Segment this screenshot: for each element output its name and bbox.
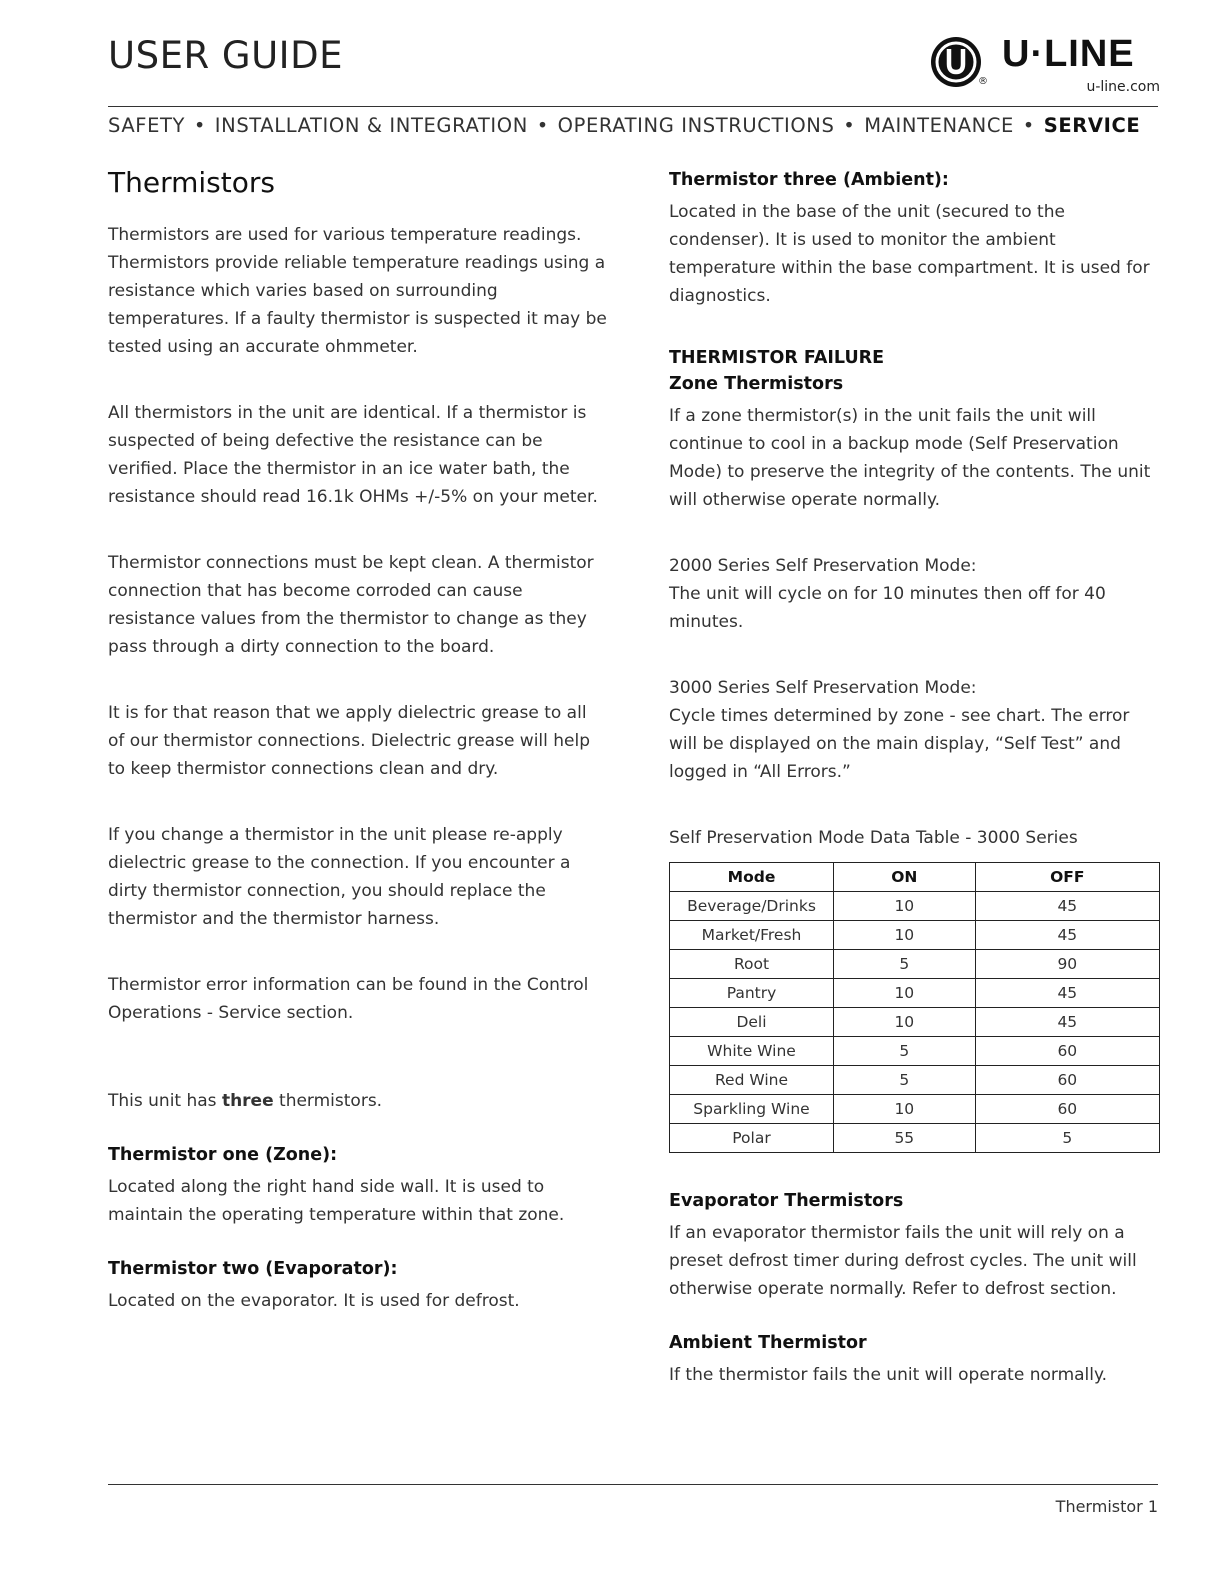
thermistor-three-text: Located in the base of the unit (secured to the condenser). It is used to monitor the ambient temperature within the base compartment. It is used for diagnostics. [669,202,1150,306]
cell-off: 90 [975,950,1159,979]
table-row [670,1008,1160,1037]
cell-on: 10 [834,921,976,950]
cell-off: 5 [975,1124,1159,1153]
table-row [670,1037,1160,1066]
logo-word-text: U·LINE [1002,34,1135,74]
count-suffix: thermistors. [273,1091,383,1111]
paragraph-connections: Thermistor connections must be kept clean. A thermistor connection that has become corroded can cause resistance values from the thermistor to change as they pass through a dirty connection to the board. [108,553,594,657]
u-line-wordmark [1002,34,1160,74]
paragraph-error-info: Thermistor error information can be found in the Control Operations - Service section. [108,975,589,1023]
cell-off: 45 [975,1008,1159,1037]
cell-on: 10 [834,892,976,921]
cell-off: 45 [975,921,1159,950]
table-header-row [670,863,1160,892]
logo-url: u-line.com [1086,79,1160,95]
nav-item-operating: OPERATING INSTRUCTIONS [557,114,835,137]
nav-item-installation: INSTALLATION & INTEGRATION [214,114,528,137]
self-preservation-table [669,862,1160,1153]
table-header-mode: Mode [670,863,834,892]
cell-on: 10 [834,1095,976,1124]
thermistor-count [108,1087,608,1115]
table-row [670,1066,1160,1095]
table-row [670,1095,1160,1124]
cell-mode: Beverage/Drinks [670,892,834,921]
cell-on: 5 [834,950,976,979]
section-nav [108,114,1158,137]
paragraph-replace: If you change a thermistor in the unit please re-apply dielectric grease to the connection. If you encounter a dirty thermistor connection, you should replace the thermistor and the thermistor harness. [108,825,571,929]
u-line-logo [930,34,1160,96]
paragraph-intro: Thermistors are used for various temperature readings. Thermistors provide reliable temperature readings using a resistance which varies based on surrounding temperatures. If a faulty thermistor is suspected it may be tested using an accurate ohmmeter. [108,225,607,357]
nav-item-safety: SAFETY [108,114,186,137]
cell-mode: Sparkling Wine [670,1095,834,1124]
table-row [670,921,1160,950]
table-row [670,1124,1160,1153]
document-title: USER GUIDE [108,34,343,77]
thermistor-one-text: Located along the right hand side wall. It is used to maintain the operating temperature within that zone. [108,1177,565,1225]
evaporator-thermistors-title: Evaporator Thermistors [669,1191,904,1211]
evaporator-thermistors-text: If an evaporator thermistor fails the unit will rely on a preset defrost timer during defrost cycles. The unit will otherwise operate normally. Refer to defrost section. [669,1223,1137,1299]
nav-separator: • [536,114,549,137]
cell-mode: Polar [670,1124,834,1153]
zone-thermistors-text: If a zone thermistor(s) in the unit fails the unit will continue to cool in a backup mode (Self Preservation Mode) to preserve the integrity of the contents. The unit will otherwise operate normally. [669,406,1151,510]
thermistor-two-text: Located on the evaporator. It is used for defrost. [108,1291,520,1311]
table-caption: Self Preservation Mode Data Table - 3000 Series [669,828,1078,848]
paragraph-identical: All thermistors in the unit are identical. If a thermistor is suspected of being defective the resistance can be verified. Place the thermistor in an ice water bath, the resistance should read 16.1k OHMs +/-5% on your meter. [108,403,598,507]
cell-mode: White Wine [670,1037,834,1066]
table-row [670,950,1160,979]
header-divider [108,106,1158,107]
right-column [669,170,1161,1389]
cell-off: 60 [975,1037,1159,1066]
table-row [670,979,1160,1008]
section-heading: Thermistors [108,166,275,199]
cell-on: 10 [834,1008,976,1037]
series-3000-text: Cycle times determined by zone - see chart. The error will be displayed on the main display, “Self Test” and logged in “All Errors.” [669,706,1130,782]
nav-separator: • [1022,114,1035,137]
table-row [670,892,1160,921]
ambient-thermistor-text: If the thermistor fails the unit will operate normally. [669,1365,1108,1385]
series-2000-text: The unit will cycle on for 10 minutes then off for 40 minutes. [669,584,1106,632]
cell-mode: Root [670,950,834,979]
cell-on: 5 [834,1037,976,1066]
table-header-off: OFF [975,863,1159,892]
failure-heading: THERMISTOR FAILURE [669,348,885,368]
cell-on: 10 [834,979,976,1008]
cell-mode: Red Wine [670,1066,834,1095]
nav-item-service: SERVICE [1043,114,1141,137]
cell-off: 60 [975,1066,1159,1095]
ambient-thermistor-title: Ambient Thermistor [669,1333,867,1353]
thermistor-two-title: Thermistor two (Evaporator): [108,1259,398,1279]
cell-on: 55 [834,1124,976,1153]
u-line-logo-mark-icon [930,36,982,88]
left-column [108,166,608,1315]
paragraph-grease: It is for that reason that we apply dielectric grease to all of our thermistor connections. Dielectric grease will help to keep thermistor connections clean and dry. [108,703,591,779]
cell-off: 45 [975,892,1159,921]
cell-off: 45 [975,979,1159,1008]
nav-item-maintenance: MAINTENANCE [864,114,1014,137]
thermistor-three-title: Thermistor three (Ambient): [669,170,949,190]
zone-thermistors-title: Zone Thermistors [669,374,844,394]
registered-mark: ® [978,76,988,87]
count-emphasis: three [221,1091,274,1111]
table-header-on: ON [834,863,976,892]
cell-mode: Market/Fresh [670,921,834,950]
count-prefix: This unit has [108,1091,222,1111]
cell-mode: Deli [670,1008,834,1037]
series-3000-title: 3000 Series Self Preservation Mode: [669,678,977,698]
cell-on: 5 [834,1066,976,1095]
nav-separator: • [843,114,856,137]
nav-separator: • [193,114,206,137]
cell-off: 60 [975,1095,1159,1124]
cell-mode: Pantry [670,979,834,1008]
thermistor-one-title: Thermistor one (Zone): [108,1145,338,1165]
footer-divider [108,1484,1158,1485]
series-2000-title: 2000 Series Self Preservation Mode: [669,556,977,576]
page-label: Thermistor 1 [1055,1497,1158,1516]
